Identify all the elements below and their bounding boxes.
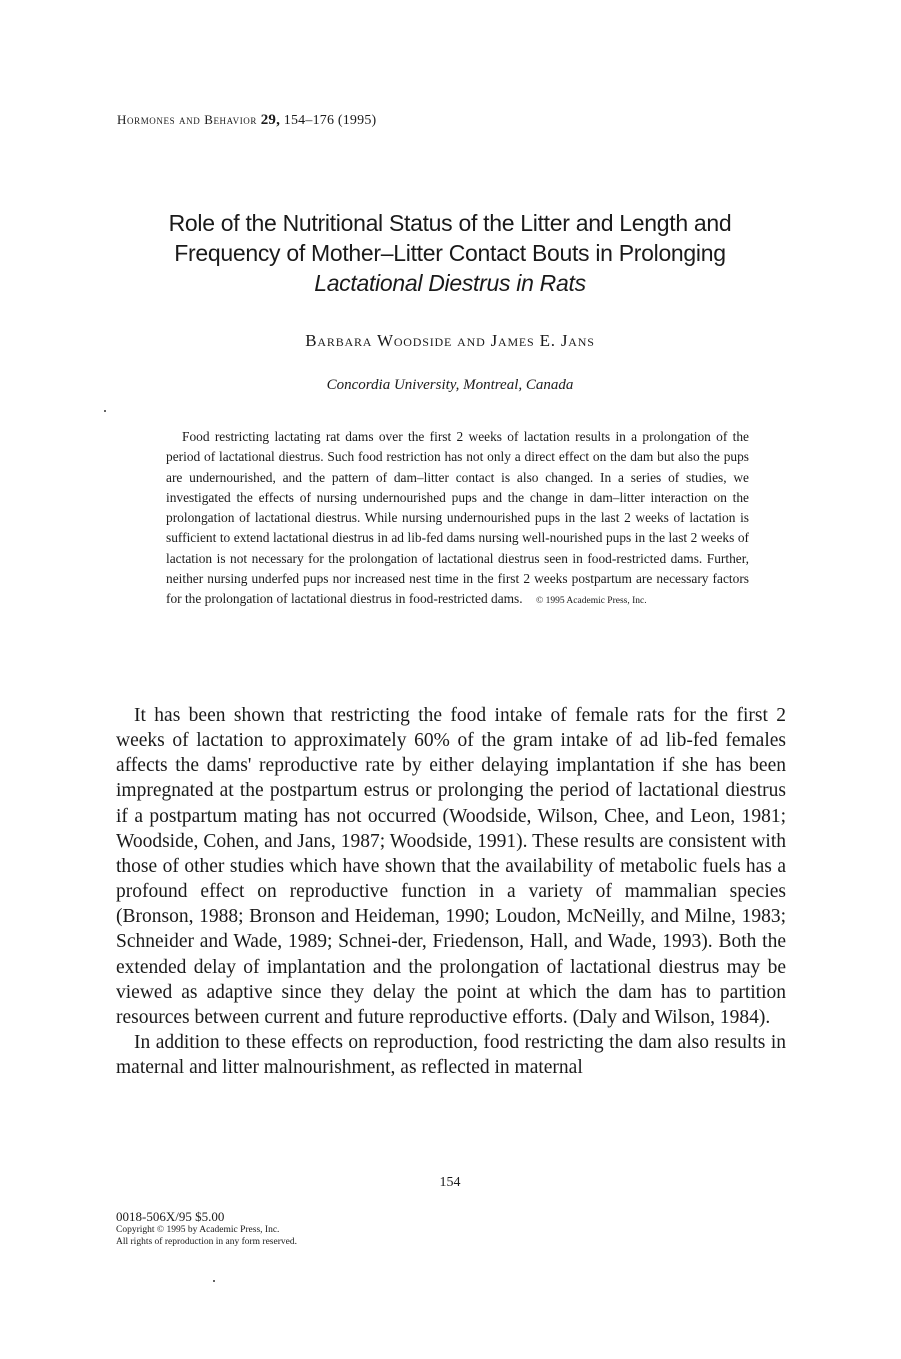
scan-speck: [213, 1280, 215, 1282]
journal-name: Hormones and Behavior: [117, 112, 257, 127]
authors: Barbara Woodside and James E. Jans: [305, 331, 595, 350]
title-line-2: Frequency of Mother–Litter Contact Bouts in Prolonging: [174, 240, 726, 266]
title-line-1: Role of the Nutritional Status of the Litter and Length and: [168, 210, 732, 236]
title-line-3: Lactational Diestrus in Rats: [314, 270, 586, 296]
footer-price: 0018-506X/95 $5.00: [116, 1209, 225, 1224]
journal-volume: 29,: [260, 112, 281, 128]
footer-rights: All rights of reproduction in any form reserved.: [116, 1237, 297, 1247]
journal-header: [117, 112, 376, 129]
body-paragraph-1: It has been shown that restricting the food intake of female rats for the first 2 weeks of lactation to approximately 60% of the gram intake of ad lib-fed females affects the dams' reproductive rate by either delaying implantation if she has been impregnated at the postpartum estrus or prolonging the period of lactational diestrus if a postpartum mating has not occurred (Woodside, Wilson, Chee, and Leon, 1981; Woodside, Cohen, and Jans, 1987; Woodside, 1991). These results are consistent with those of other studies which have shown that the availability of metabolic fuels has a profound effect on reproductive function in a variety of mammalian species (Bronson, 1988; Bronson and Heideman, 1990; Loudon, McNeilly, and Milne, 1983; Schneider and Wade, 1989; Schnei-der, Friedenson, Hall, and Wade, 1993). Both the extended delay of implantation and the prolongation of lactational diestrus may be viewed as adaptive since they delay the point at which the dam has to partition resources between current and future reproductive efforts. (Daly and Wilson, 1984).: [116, 705, 786, 1028]
article-title: [120, 208, 780, 298]
footer-copyright: Copyright © 1995 by Academic Press, Inc.: [116, 1225, 280, 1235]
abstract-paragraph: [166, 427, 749, 612]
abstract-copyright: © 1995 Academic Press, Inc.: [535, 596, 647, 607]
page-number: 154: [439, 1175, 461, 1190]
scan-speck: [104, 410, 106, 412]
journal-pages-year: 154–176 (1995): [283, 113, 377, 128]
abstract-text: Food restricting lactating rat dams over the first 2 weeks of lactation results in a prolongation of the period of lactational diestrus. Such food restriction has not only a direct effect on the dam but also the pups are undernourished, and the pattern of dam–litter contact is also changed. In a series of studies, we investigated the effects of nursing undernourished pups and the change in dam–litter interaction on the prolongation of lactational diestrus. While nursing undernourished pups in the last 2 weeks of lactation is sufficient to extend lactational diestrus in ad lib-fed dams nursing well-nourished pups in the last 2 weeks of lactation is not necessary for the prolongation of lactational diestrus seen in food-restricted dams. Further, neither nursing underfed pups nor increased nest time in the first 2 weeks postpartum are necessary factors for the prolongation of lactational diestrus in food-restricted dams.: [166, 429, 749, 607]
affiliation: Concordia University, Montreal, Canada: [326, 377, 574, 393]
body-paragraph-2: In addition to these effects on reproduction, food restricting the dam also results in maternal and litter malnourishment, as reflected in maternal: [116, 1032, 786, 1079]
abstract: [166, 427, 749, 612]
footer: [116, 1211, 297, 1248]
body-text: [116, 703, 786, 1080]
